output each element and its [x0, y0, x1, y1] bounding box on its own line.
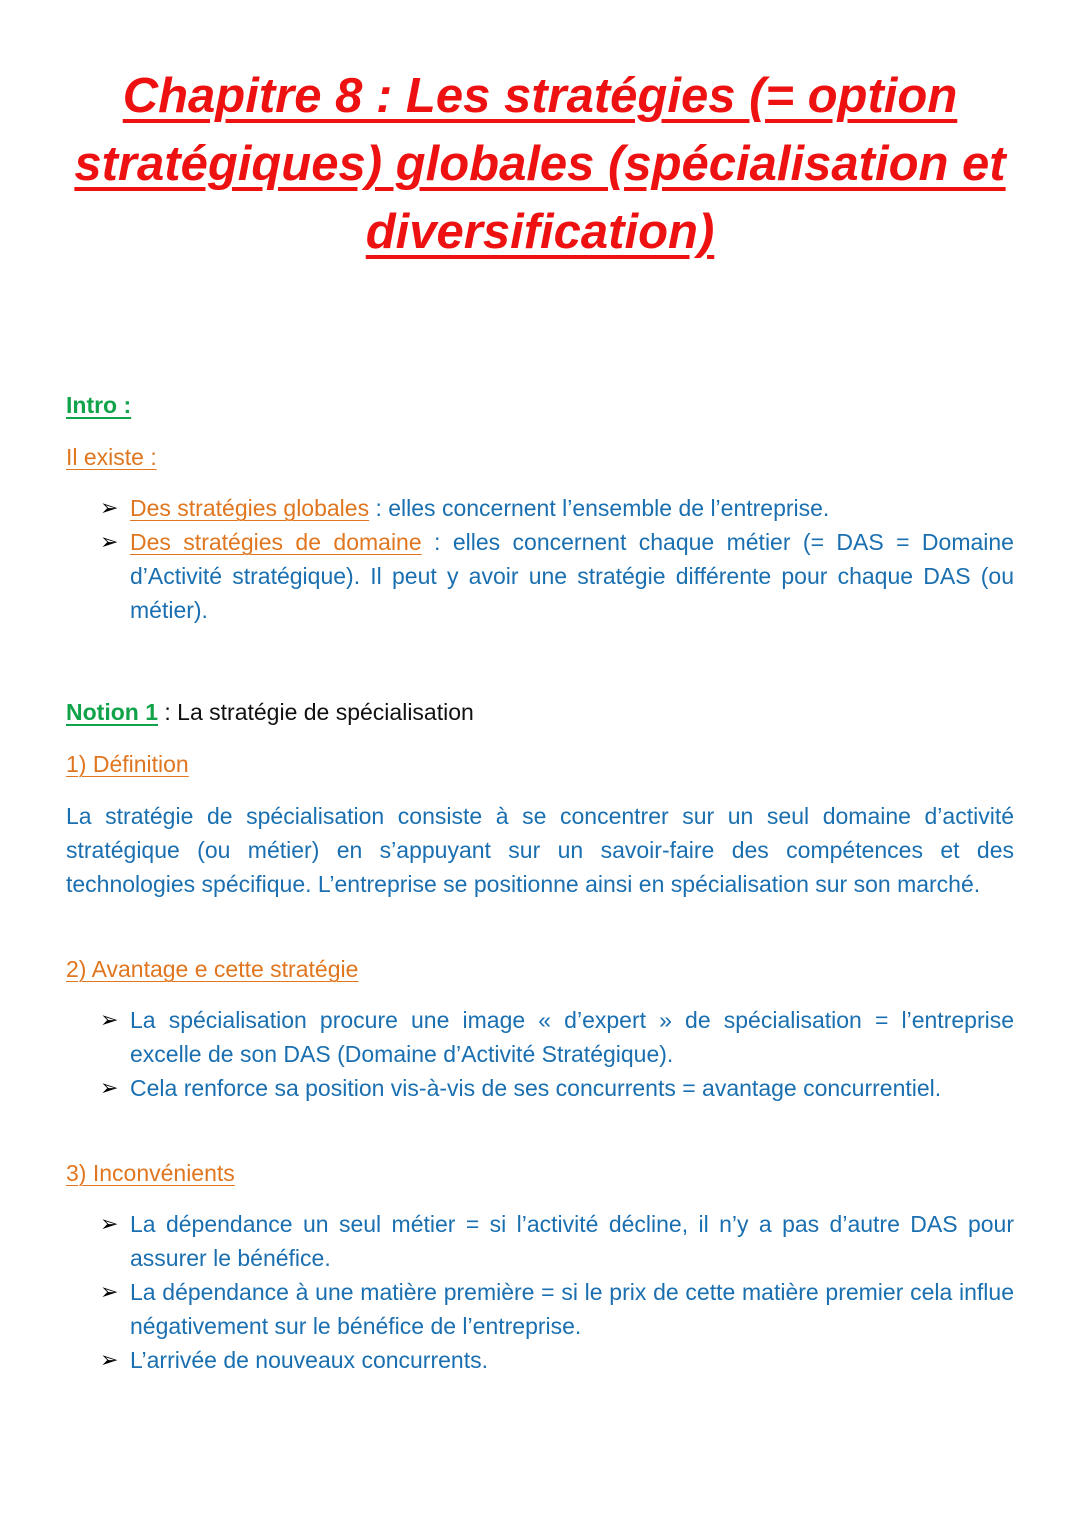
list-item [66, 1003, 1014, 1071]
drawbacks-heading [66, 1156, 1014, 1190]
intro-item-text: : elles concernent l’ensemble de l’entreprise. [369, 495, 830, 521]
list-item [66, 1207, 1014, 1275]
drawbacks-list-container [66, 1207, 1014, 1377]
intro-item-text: : elles concernent chaque métier (= DAS = Domaine d’Activité stratégique). Il peut y avoir une stratégie différente pour chaque DAS (ou métier). [130, 529, 1014, 623]
intro-list-container [66, 491, 1014, 627]
definition-heading [66, 747, 1014, 781]
intro-heading-text: Intro : [66, 392, 132, 418]
drawbacks-heading-text: 3) Inconvénients [66, 1160, 235, 1186]
definition-heading-text: 1) Définition [66, 751, 189, 777]
drawback-text: La dépendance à une matière première = si le prix de cette matière premier cela influe négativement sur le bénéfice de l’entreprise. [130, 1279, 1014, 1339]
arrowhead-bullet-icon: ➢ [100, 1211, 119, 1236]
intro-heading [66, 388, 1014, 422]
arrowhead-bullet-icon: ➢ [100, 1347, 119, 1372]
advantages-list-container [66, 1003, 1014, 1105]
definition-paragraph: La stratégie de spécialisation consiste à se concentrer sur un seul domaine d’activité stratégique (ou métier) en s’appuyant sur un savoir-faire des compétences et des technologies spécifique. L’entreprise se positionne ainsi en spécialisation sur son marché. [66, 803, 1014, 897]
intro-subheading [66, 440, 1014, 474]
list-item [66, 1343, 1014, 1377]
chapter-title: Chapitre 8 : Les stratégies (= option stratégiques) globales (spécialisation et diversification) [74, 69, 1006, 259]
intro-subheading-text: Il existe : [66, 444, 157, 470]
intro-list [66, 491, 1014, 627]
list-item [66, 1275, 1014, 1343]
list-item [66, 525, 1014, 627]
arrowhead-bullet-icon: ➢ [100, 529, 119, 554]
arrowhead-bullet-icon: ➢ [100, 495, 119, 520]
list-item [66, 1071, 1014, 1105]
notion-heading [66, 695, 1014, 729]
advantages-list [66, 1003, 1014, 1105]
notion-label: Notion 1 [66, 699, 158, 725]
list-item [66, 491, 1014, 525]
intro-item-term: Des stratégies globales [130, 495, 370, 521]
arrowhead-bullet-icon: ➢ [100, 1279, 119, 1304]
notion-title: : La stratégie de spécialisation [158, 699, 474, 725]
advantage-text: Cela renforce sa position vis-à-vis de ses concurrents = avantage concurrentiel. [130, 1075, 942, 1101]
arrowhead-bullet-icon: ➢ [100, 1007, 119, 1032]
intro-item-term: Des stratégies de domaine [130, 529, 422, 555]
drawback-text: La dépendance un seul métier = si l’activité décline, il n’y a pas d’autre DAS pour assurer le bénéfice. [130, 1211, 1014, 1271]
advantages-heading [66, 952, 1014, 986]
advantages-heading-text: 2) Avantage e cette stratégie [66, 956, 359, 982]
arrowhead-bullet-icon: ➢ [100, 1075, 119, 1100]
drawbacks-list [66, 1207, 1014, 1377]
drawback-text: L’arrivée de nouveaux concurrents. [130, 1347, 488, 1373]
advantage-text: La spécialisation procure une image « d’expert » de spécialisation = l’entreprise excelle de son DAS (Domaine d’Activité Stratégique). [130, 1007, 1014, 1067]
